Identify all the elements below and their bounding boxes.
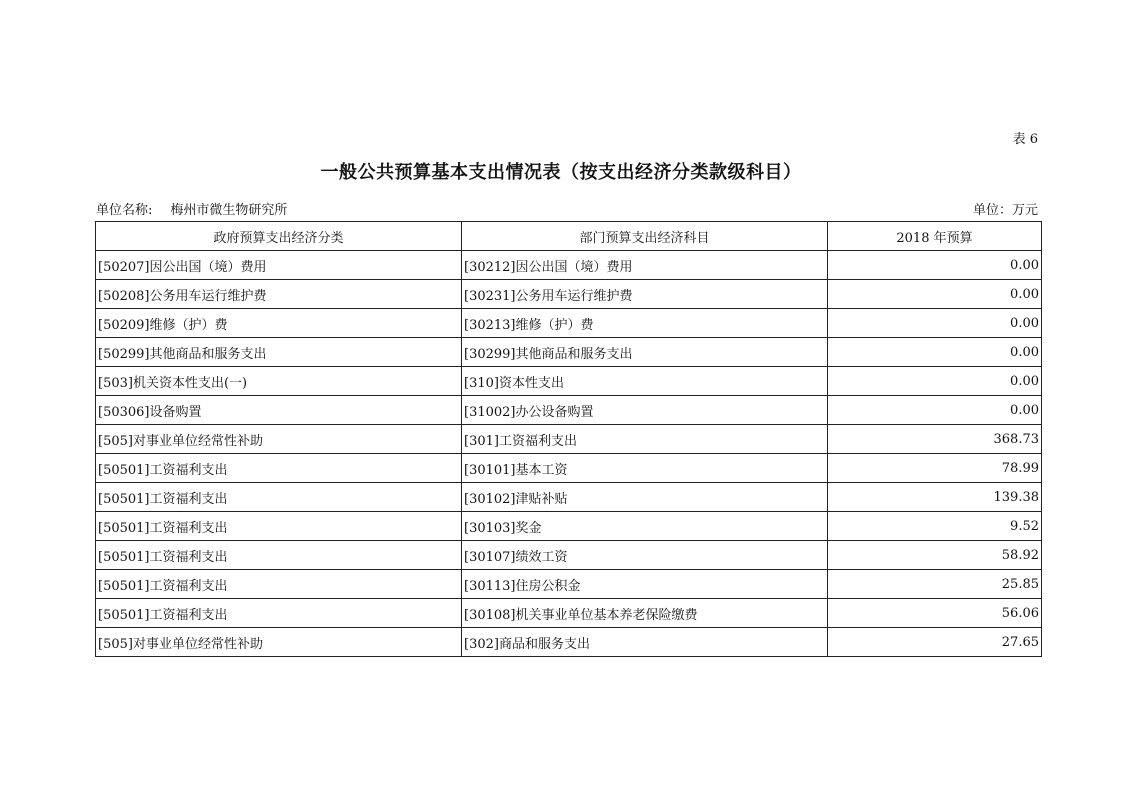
unit-name: 梅州市微生物研究所 — [170, 203, 288, 218]
gov-classification-cell: [503]机关资本性支出(一) — [96, 367, 462, 396]
table-row — [96, 512, 1042, 541]
budget-amount-cell: 9.52 — [828, 512, 1042, 541]
budget-amount-cell: 0.00 — [828, 251, 1042, 280]
table-row — [96, 570, 1042, 599]
header-dept-subject: 部门预算支出经济科目 — [462, 222, 828, 251]
gov-classification-cell: [50501]工资福利支出 — [96, 570, 462, 599]
table-row — [96, 541, 1042, 570]
dept-subject-cell: [30102]津贴补贴 — [462, 483, 828, 512]
gov-classification-cell: [50306]设备购置 — [96, 396, 462, 425]
budget-amount-cell: 0.00 — [828, 280, 1042, 309]
dept-subject-cell: [30299]其他商品和服务支出 — [462, 338, 828, 367]
dept-subject-cell: [30108]机关事业单位基本养老保险缴费 — [462, 599, 828, 628]
gov-classification-cell: [50501]工资福利支出 — [96, 483, 462, 512]
dept-subject-cell: [30101]基本工资 — [462, 454, 828, 483]
gov-classification-cell: [505]对事业单位经常性补助 — [96, 628, 462, 657]
table-row — [96, 338, 1042, 367]
dept-subject-cell: [30113]住房公积金 — [462, 570, 828, 599]
budget-amount-cell: 139.38 — [828, 483, 1042, 512]
gov-classification-cell: [50299]其他商品和服务支出 — [96, 338, 462, 367]
budget-amount-cell: 0.00 — [828, 396, 1042, 425]
gov-classification-cell: [50501]工资福利支出 — [96, 599, 462, 628]
dept-subject-cell: [302]商品和服务支出 — [462, 628, 828, 657]
table-row — [96, 599, 1042, 628]
table-row — [96, 367, 1042, 396]
page-title: 一般公共预算基本支出情况表（按支出经济分类款级科目） — [320, 162, 802, 183]
table-row — [96, 396, 1042, 425]
gov-classification-cell: [50208]公务用车运行维护费 — [96, 280, 462, 309]
unit-label: 单位名称: — [96, 203, 153, 218]
unit-info — [96, 199, 287, 218]
budget-amount-cell: 0.00 — [828, 309, 1042, 338]
table-row — [96, 425, 1042, 454]
table-row — [96, 628, 1042, 657]
table-row — [96, 309, 1042, 338]
gov-classification-cell: [50501]工资福利支出 — [96, 454, 462, 483]
budget-amount-cell: 27.65 — [828, 628, 1042, 657]
dept-subject-cell: [310]资本性支出 — [462, 367, 828, 396]
dept-subject-cell: [301]工资福利支出 — [462, 425, 828, 454]
dept-subject-cell: [30212]因公出国（境）费用 — [462, 251, 828, 280]
table-number: 表 6 — [1012, 132, 1038, 147]
budget-amount-cell: 368.73 — [828, 425, 1042, 454]
gov-classification-cell: [50209]维修（护）费 — [96, 309, 462, 338]
budget-amount-cell: 56.06 — [828, 599, 1042, 628]
header-budget-2018: 2018 年预算 — [828, 222, 1042, 251]
budget-amount-cell: 58.92 — [828, 541, 1042, 570]
table-row — [96, 280, 1042, 309]
gov-classification-cell: [50501]工资福利支出 — [96, 512, 462, 541]
budget-amount-cell: 0.00 — [828, 367, 1042, 396]
table-header-row — [96, 222, 1042, 251]
gov-classification-cell: [50501]工资福利支出 — [96, 541, 462, 570]
budget-table — [95, 221, 1042, 657]
budget-amount-cell: 78.99 — [828, 454, 1042, 483]
table-row — [96, 251, 1042, 280]
dept-subject-cell: [30107]绩效工资 — [462, 541, 828, 570]
budget-amount-cell: 25.85 — [828, 570, 1042, 599]
table-row — [96, 454, 1042, 483]
dept-subject-cell: [31002]办公设备购置 — [462, 396, 828, 425]
gov-classification-cell: [505]对事业单位经常性补助 — [96, 425, 462, 454]
header-gov-classification: 政府预算支出经济分类 — [96, 222, 462, 251]
currency-unit: 单位：万元 — [972, 203, 1038, 218]
dept-subject-cell: [30213]维修（护）费 — [462, 309, 828, 338]
table-row — [96, 483, 1042, 512]
dept-subject-cell: [30231]公务用车运行维护费 — [462, 280, 828, 309]
dept-subject-cell: [30103]奖金 — [462, 512, 828, 541]
gov-classification-cell: [50207]因公出国（境）费用 — [96, 251, 462, 280]
budget-amount-cell: 0.00 — [828, 338, 1042, 367]
